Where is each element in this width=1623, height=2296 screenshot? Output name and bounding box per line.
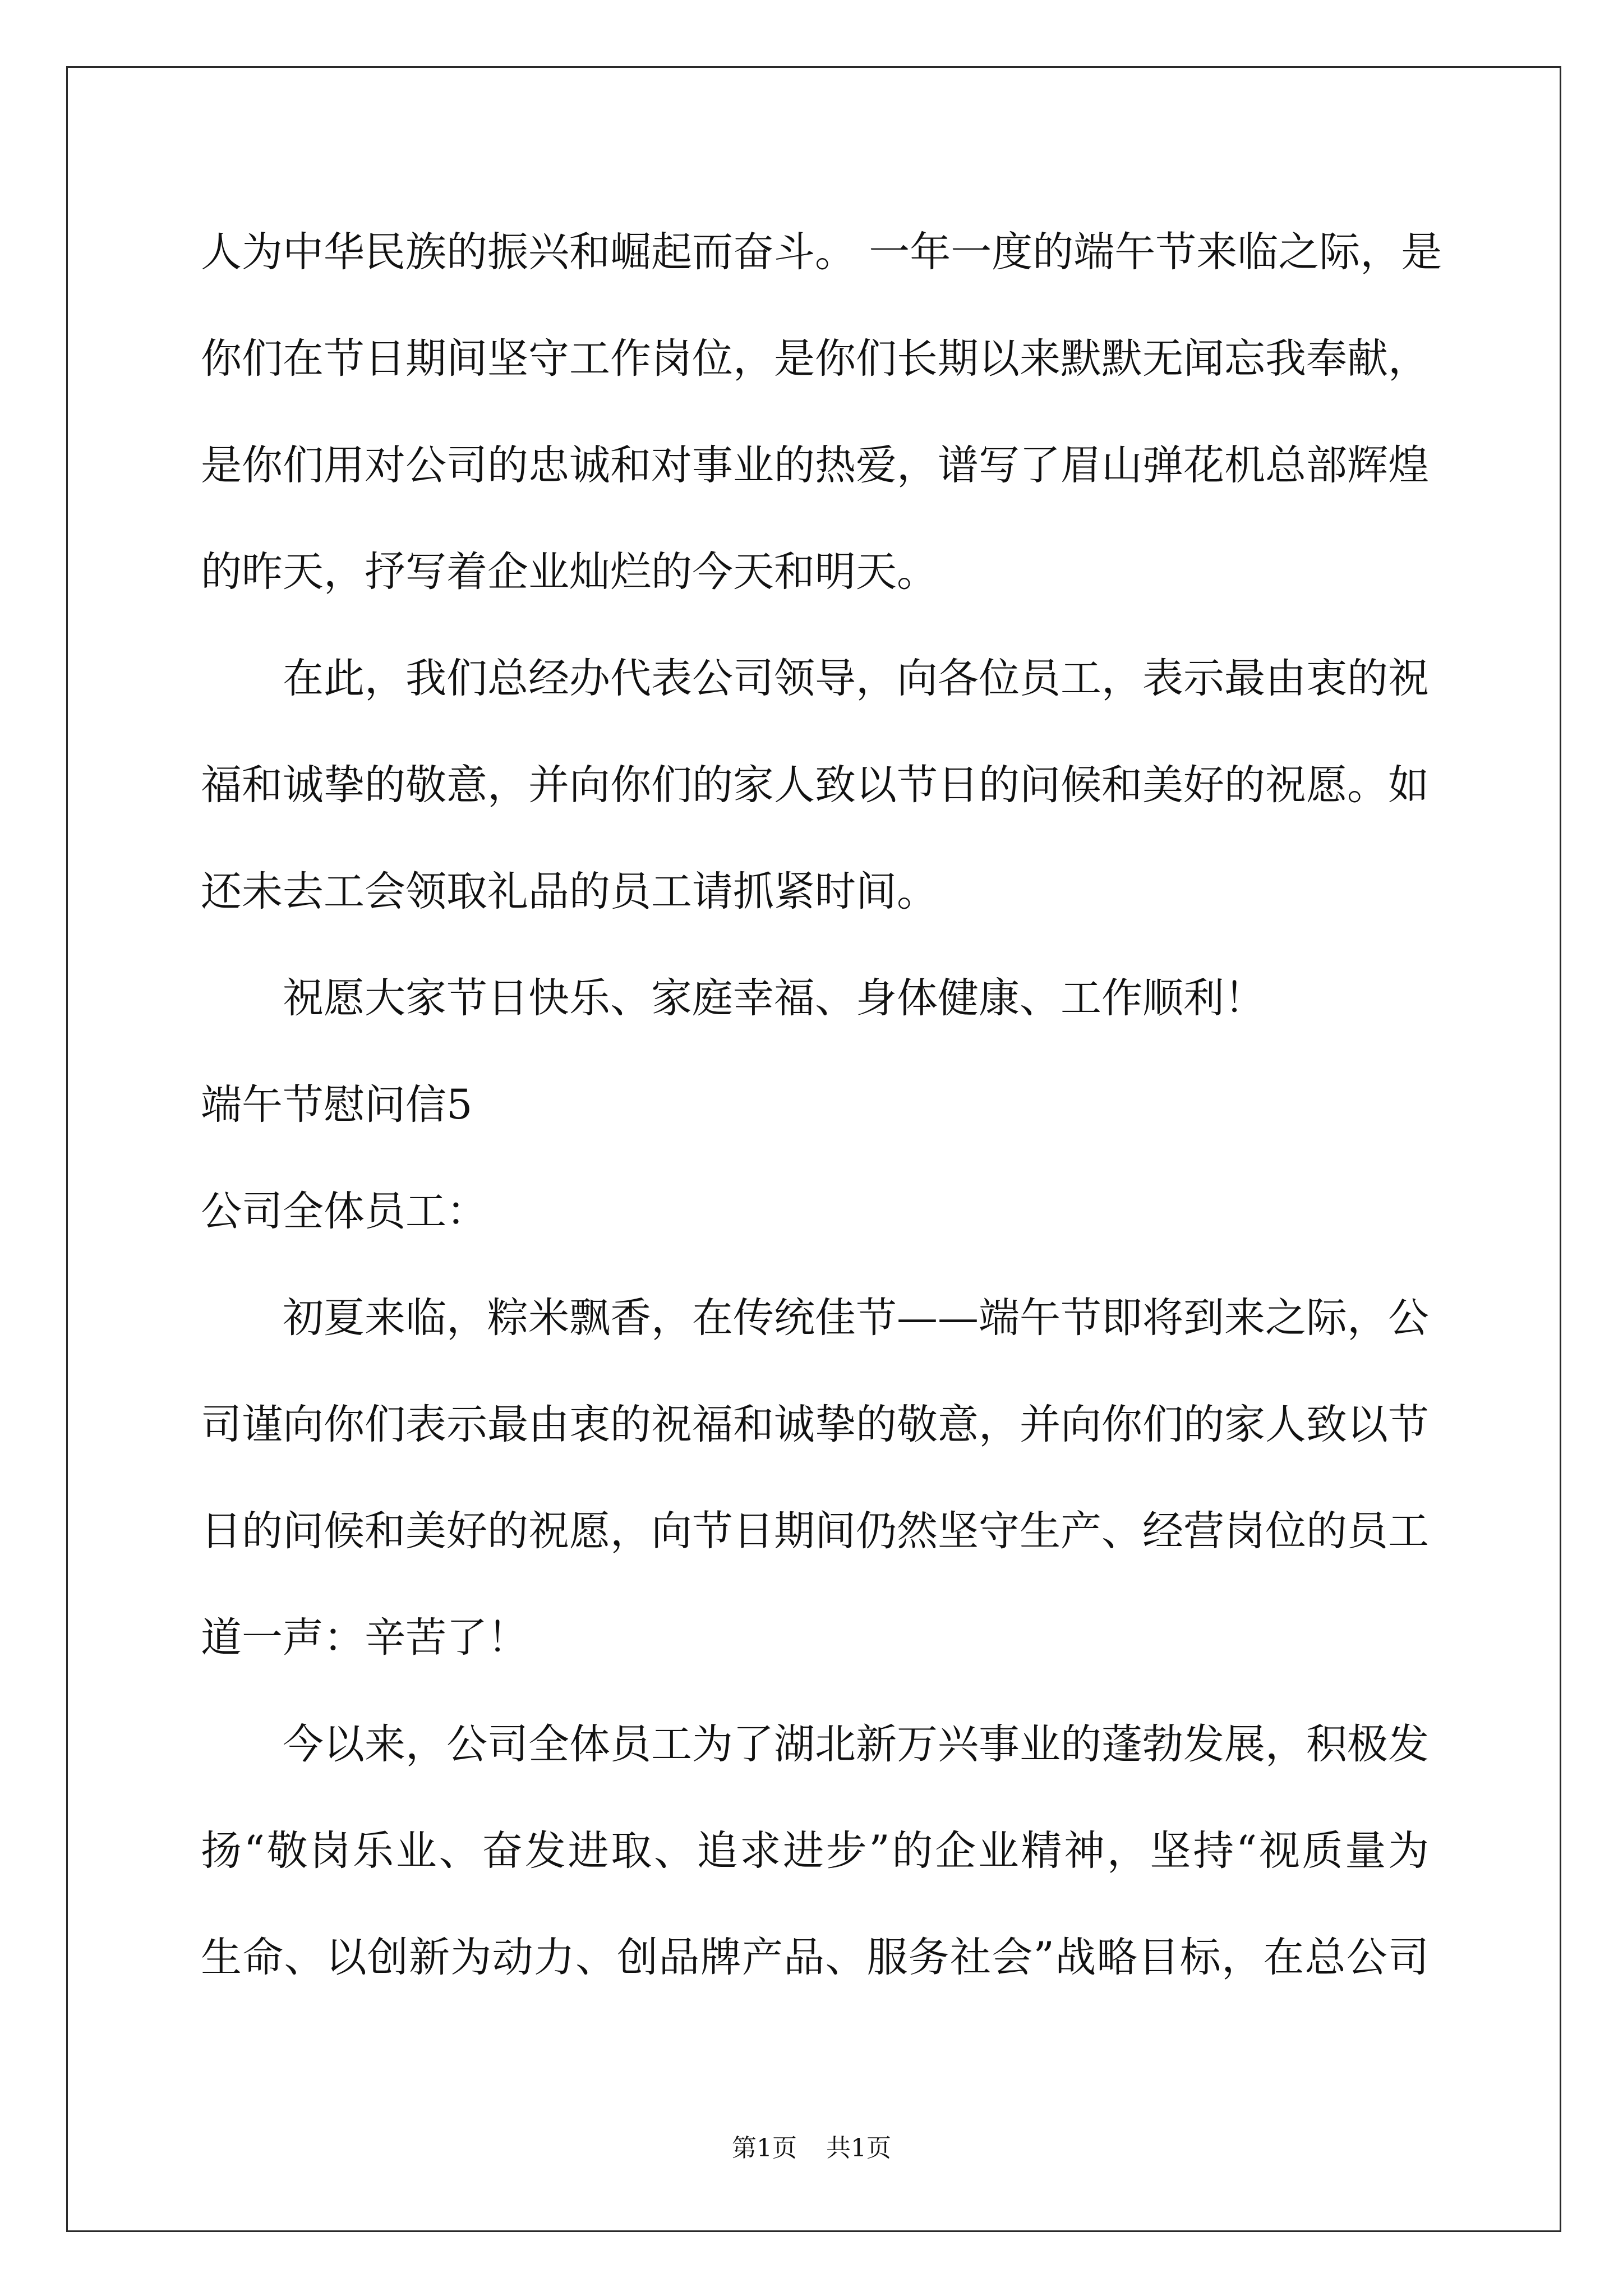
page-number: 第1页 bbox=[732, 2134, 797, 2162]
body-line: 人为中华民族的振兴和崛起而奋斗。 一年一度的端午节来临之际，是 bbox=[201, 228, 1442, 276]
body-line: 还未去工会领取礼品的员工请抓紧时间。 bbox=[201, 868, 938, 915]
letter-title: 端午节慰问信5 bbox=[201, 1081, 473, 1129]
page-footer bbox=[0, 2132, 1623, 2165]
body-line: 福和诚挚的敬意，并向你们的家人致以节日的问候和美好的祝愿。如 bbox=[201, 761, 1429, 809]
body-line: 在此，我们总经办代表公司领导，向各位员工，表示最由衷的祝 bbox=[283, 655, 1429, 702]
body-line: 日的问候和美好的祝愿，向节日期间仍然坚守生产、经营岗位的员工 bbox=[201, 1507, 1429, 1555]
body-line: 今以来，公司全体员工为了湖北新万兴事业的蓬勃发展，积极发 bbox=[283, 1720, 1429, 1768]
page-total: 共1页 bbox=[826, 2134, 891, 2162]
body-line: 初夏来临，粽米飘香，在传统佳节——端午节即将到来之际，公 bbox=[283, 1294, 1429, 1342]
body-line: 司谨向你们表示最由衷的祝福和诚挚的敬意，并向你们的家人致以节 bbox=[201, 1401, 1429, 1448]
body-line: 道一声：辛苦了！ bbox=[201, 1614, 528, 1662]
body-line: 生命、以创新为动力、创品牌产品、服务社会”战略目标，在总公司 bbox=[201, 1934, 1429, 1981]
letter-salutation: 公司全体员工： bbox=[201, 1188, 487, 1235]
document-body bbox=[201, 199, 1491, 2011]
body-line: 祝愿大家节日快乐、家庭幸福、身体健康、工作顺利！ bbox=[283, 974, 1265, 1022]
body-line: 的昨天，抒写着企业灿烂的今天和明天。 bbox=[201, 548, 938, 596]
body-line: 是你们用对公司的忠诚和对事业的热爱，谱写了眉山弹花机总部辉煌 bbox=[201, 441, 1429, 489]
body-line: 你们在节日期间坚守工作岗位，是你们长期以来默默无闻忘我奉献， bbox=[201, 335, 1429, 383]
body-line: 扬“敬岗乐业、奋发进取、追求进步”的企业精神，坚持“视质量为 bbox=[201, 1827, 1429, 1875]
